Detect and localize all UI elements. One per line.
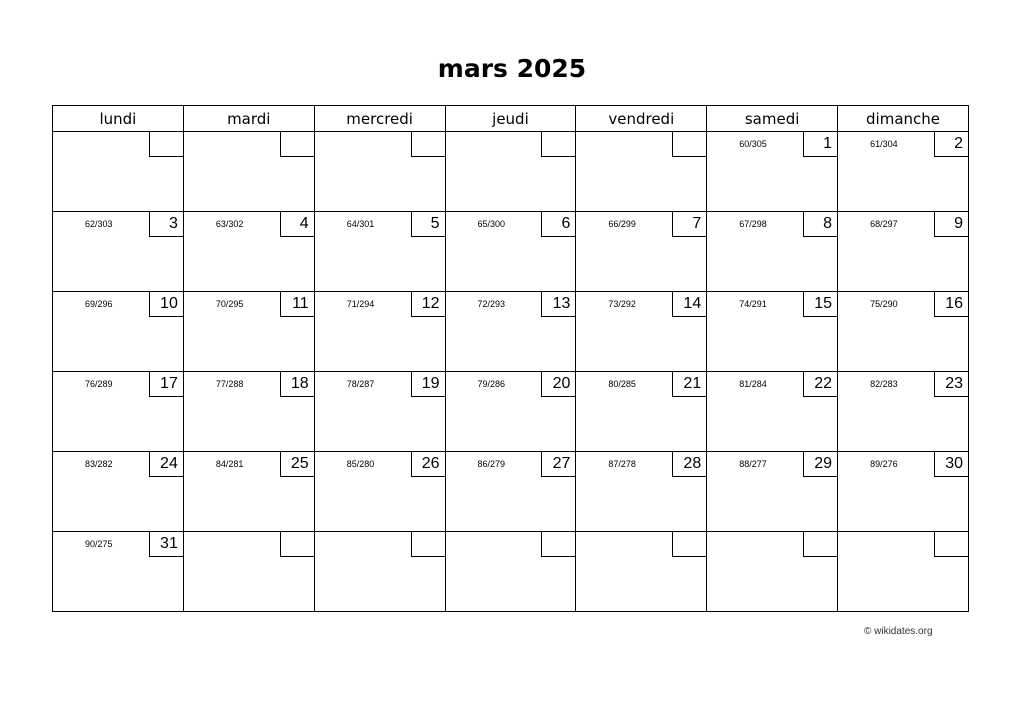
day-cell — [314, 452, 445, 532]
day-cell — [445, 532, 576, 612]
day-number: 2 — [934, 132, 968, 157]
day-cell — [53, 212, 184, 292]
day-of-year-label: 83/282 — [85, 459, 113, 469]
day-of-year-label: 60/305 — [739, 139, 767, 149]
day-cell — [314, 132, 445, 212]
week-row — [53, 212, 969, 292]
day-cell — [838, 212, 969, 292]
day-number: 1 — [803, 132, 837, 157]
day-number: 17 — [149, 372, 183, 397]
week-row — [53, 452, 969, 532]
day-cell — [445, 372, 576, 452]
day-number: 18 — [280, 372, 314, 397]
day-of-year-label: 74/291 — [739, 299, 767, 309]
day-of-year-label: 85/280 — [346, 459, 375, 469]
day-number: 19 — [411, 372, 445, 397]
day-cell — [576, 372, 707, 452]
week-row — [53, 292, 969, 372]
day-cell — [183, 292, 314, 372]
day-number — [803, 532, 837, 557]
day-number — [280, 132, 314, 157]
day-of-year-label: 62/303 — [85, 219, 113, 229]
day-number — [541, 132, 575, 157]
day-cell — [53, 132, 184, 212]
day-cell — [707, 372, 838, 452]
day-cell — [183, 132, 314, 212]
day-cell — [838, 372, 969, 452]
day-cell — [53, 292, 184, 372]
day-number: 9 — [934, 212, 968, 237]
weekday-header-row — [53, 106, 969, 132]
day-cell — [576, 532, 707, 612]
day-of-year-label: 84/281 — [215, 459, 244, 469]
day-of-year-label: 87/278 — [608, 459, 636, 469]
day-cell — [445, 292, 576, 372]
day-of-year-label: 86/279 — [477, 459, 506, 469]
weekday-header: lundi — [53, 106, 184, 132]
day-cell — [314, 532, 445, 612]
weekday-header: mercredi — [314, 106, 445, 132]
day-cell — [707, 292, 838, 372]
day-cell — [445, 132, 576, 212]
day-number: 21 — [672, 372, 706, 397]
day-of-year-label: 68/297 — [870, 219, 898, 229]
week-row — [53, 532, 969, 612]
day-cell — [445, 212, 576, 292]
day-cell — [707, 132, 838, 212]
day-cell — [183, 372, 314, 452]
day-of-year-label: 67/298 — [739, 219, 767, 229]
copyright-notice: © wikidates.org — [864, 626, 933, 637]
day-cell — [707, 212, 838, 292]
day-number: 22 — [803, 372, 837, 397]
day-of-year-label: 82/283 — [870, 379, 898, 389]
day-number: 24 — [149, 452, 183, 477]
day-of-year-label: 69/296 — [85, 299, 113, 309]
day-number: 16 — [934, 292, 968, 317]
day-cell — [707, 532, 838, 612]
day-number: 6 — [541, 212, 575, 237]
day-of-year-label: 81/284 — [739, 379, 767, 389]
day-number: 5 — [411, 212, 445, 237]
day-number: 28 — [672, 452, 706, 477]
day-cell — [314, 372, 445, 452]
day-cell — [576, 292, 707, 372]
day-of-year-label: 70/295 — [215, 299, 244, 309]
calendar-body — [53, 132, 969, 612]
day-cell — [183, 532, 314, 612]
day-number — [541, 532, 575, 557]
day-of-year-label: 65/300 — [477, 219, 506, 229]
day-cell — [445, 452, 576, 532]
day-cell — [838, 132, 969, 212]
day-cell — [707, 452, 838, 532]
day-number: 23 — [934, 372, 968, 397]
day-of-year-label: 75/290 — [870, 299, 898, 309]
day-cell — [53, 452, 184, 532]
day-of-year-label: 80/285 — [608, 379, 636, 389]
day-number: 31 — [149, 532, 183, 557]
day-number: 14 — [672, 292, 706, 317]
day-cell — [53, 372, 184, 452]
day-number: 7 — [672, 212, 706, 237]
day-of-year-label: 78/287 — [346, 379, 375, 389]
weekday-header: jeudi — [445, 106, 576, 132]
day-of-year-label: 66/299 — [608, 219, 636, 229]
day-cell — [314, 212, 445, 292]
day-number: 4 — [280, 212, 314, 237]
day-of-year-label: 73/292 — [608, 299, 636, 309]
day-number — [411, 532, 445, 557]
day-number: 10 — [149, 292, 183, 317]
day-of-year-label: 71/294 — [346, 299, 375, 309]
day-of-year-label: 61/304 — [870, 139, 898, 149]
day-cell — [576, 132, 707, 212]
day-of-year-label: 79/286 — [477, 379, 506, 389]
day-number: 11 — [280, 292, 314, 317]
day-cell — [183, 212, 314, 292]
calendar-title: mars 2025 — [437, 54, 587, 83]
day-number: 27 — [541, 452, 575, 477]
day-cell — [314, 292, 445, 372]
weekday-header: vendredi — [576, 106, 707, 132]
day-of-year-label: 76/289 — [85, 379, 113, 389]
day-cell — [576, 212, 707, 292]
day-number: 3 — [149, 212, 183, 237]
day-number — [411, 132, 445, 157]
day-cell — [838, 292, 969, 372]
day-of-year-label: 90/275 — [85, 539, 113, 549]
calendar-grid — [52, 105, 969, 612]
day-number: 30 — [934, 452, 968, 477]
day-number: 12 — [411, 292, 445, 317]
day-number — [672, 532, 706, 557]
day-number — [934, 532, 968, 557]
day-of-year-label: 72/293 — [477, 299, 506, 309]
day-number: 20 — [541, 372, 575, 397]
week-row — [53, 132, 969, 212]
day-of-year-label: 63/302 — [215, 219, 244, 229]
day-cell — [838, 452, 969, 532]
day-cell — [576, 452, 707, 532]
day-number: 25 — [280, 452, 314, 477]
day-number: 15 — [803, 292, 837, 317]
day-of-year-label: 77/288 — [215, 379, 244, 389]
weekday-header: mardi — [183, 106, 314, 132]
day-of-year-label: 89/276 — [870, 459, 898, 469]
day-number: 13 — [541, 292, 575, 317]
weekday-header: samedi — [707, 106, 838, 132]
day-cell — [838, 532, 969, 612]
day-number — [672, 132, 706, 157]
day-cell — [53, 532, 184, 612]
day-number: 8 — [803, 212, 837, 237]
week-row — [53, 372, 969, 452]
weekday-header: dimanche — [838, 106, 969, 132]
day-cell — [183, 452, 314, 532]
day-number: 29 — [803, 452, 837, 477]
day-number — [280, 532, 314, 557]
day-of-year-label: 64/301 — [346, 219, 375, 229]
day-number: 26 — [411, 452, 445, 477]
day-number — [149, 132, 183, 157]
day-of-year-label: 88/277 — [739, 459, 767, 469]
